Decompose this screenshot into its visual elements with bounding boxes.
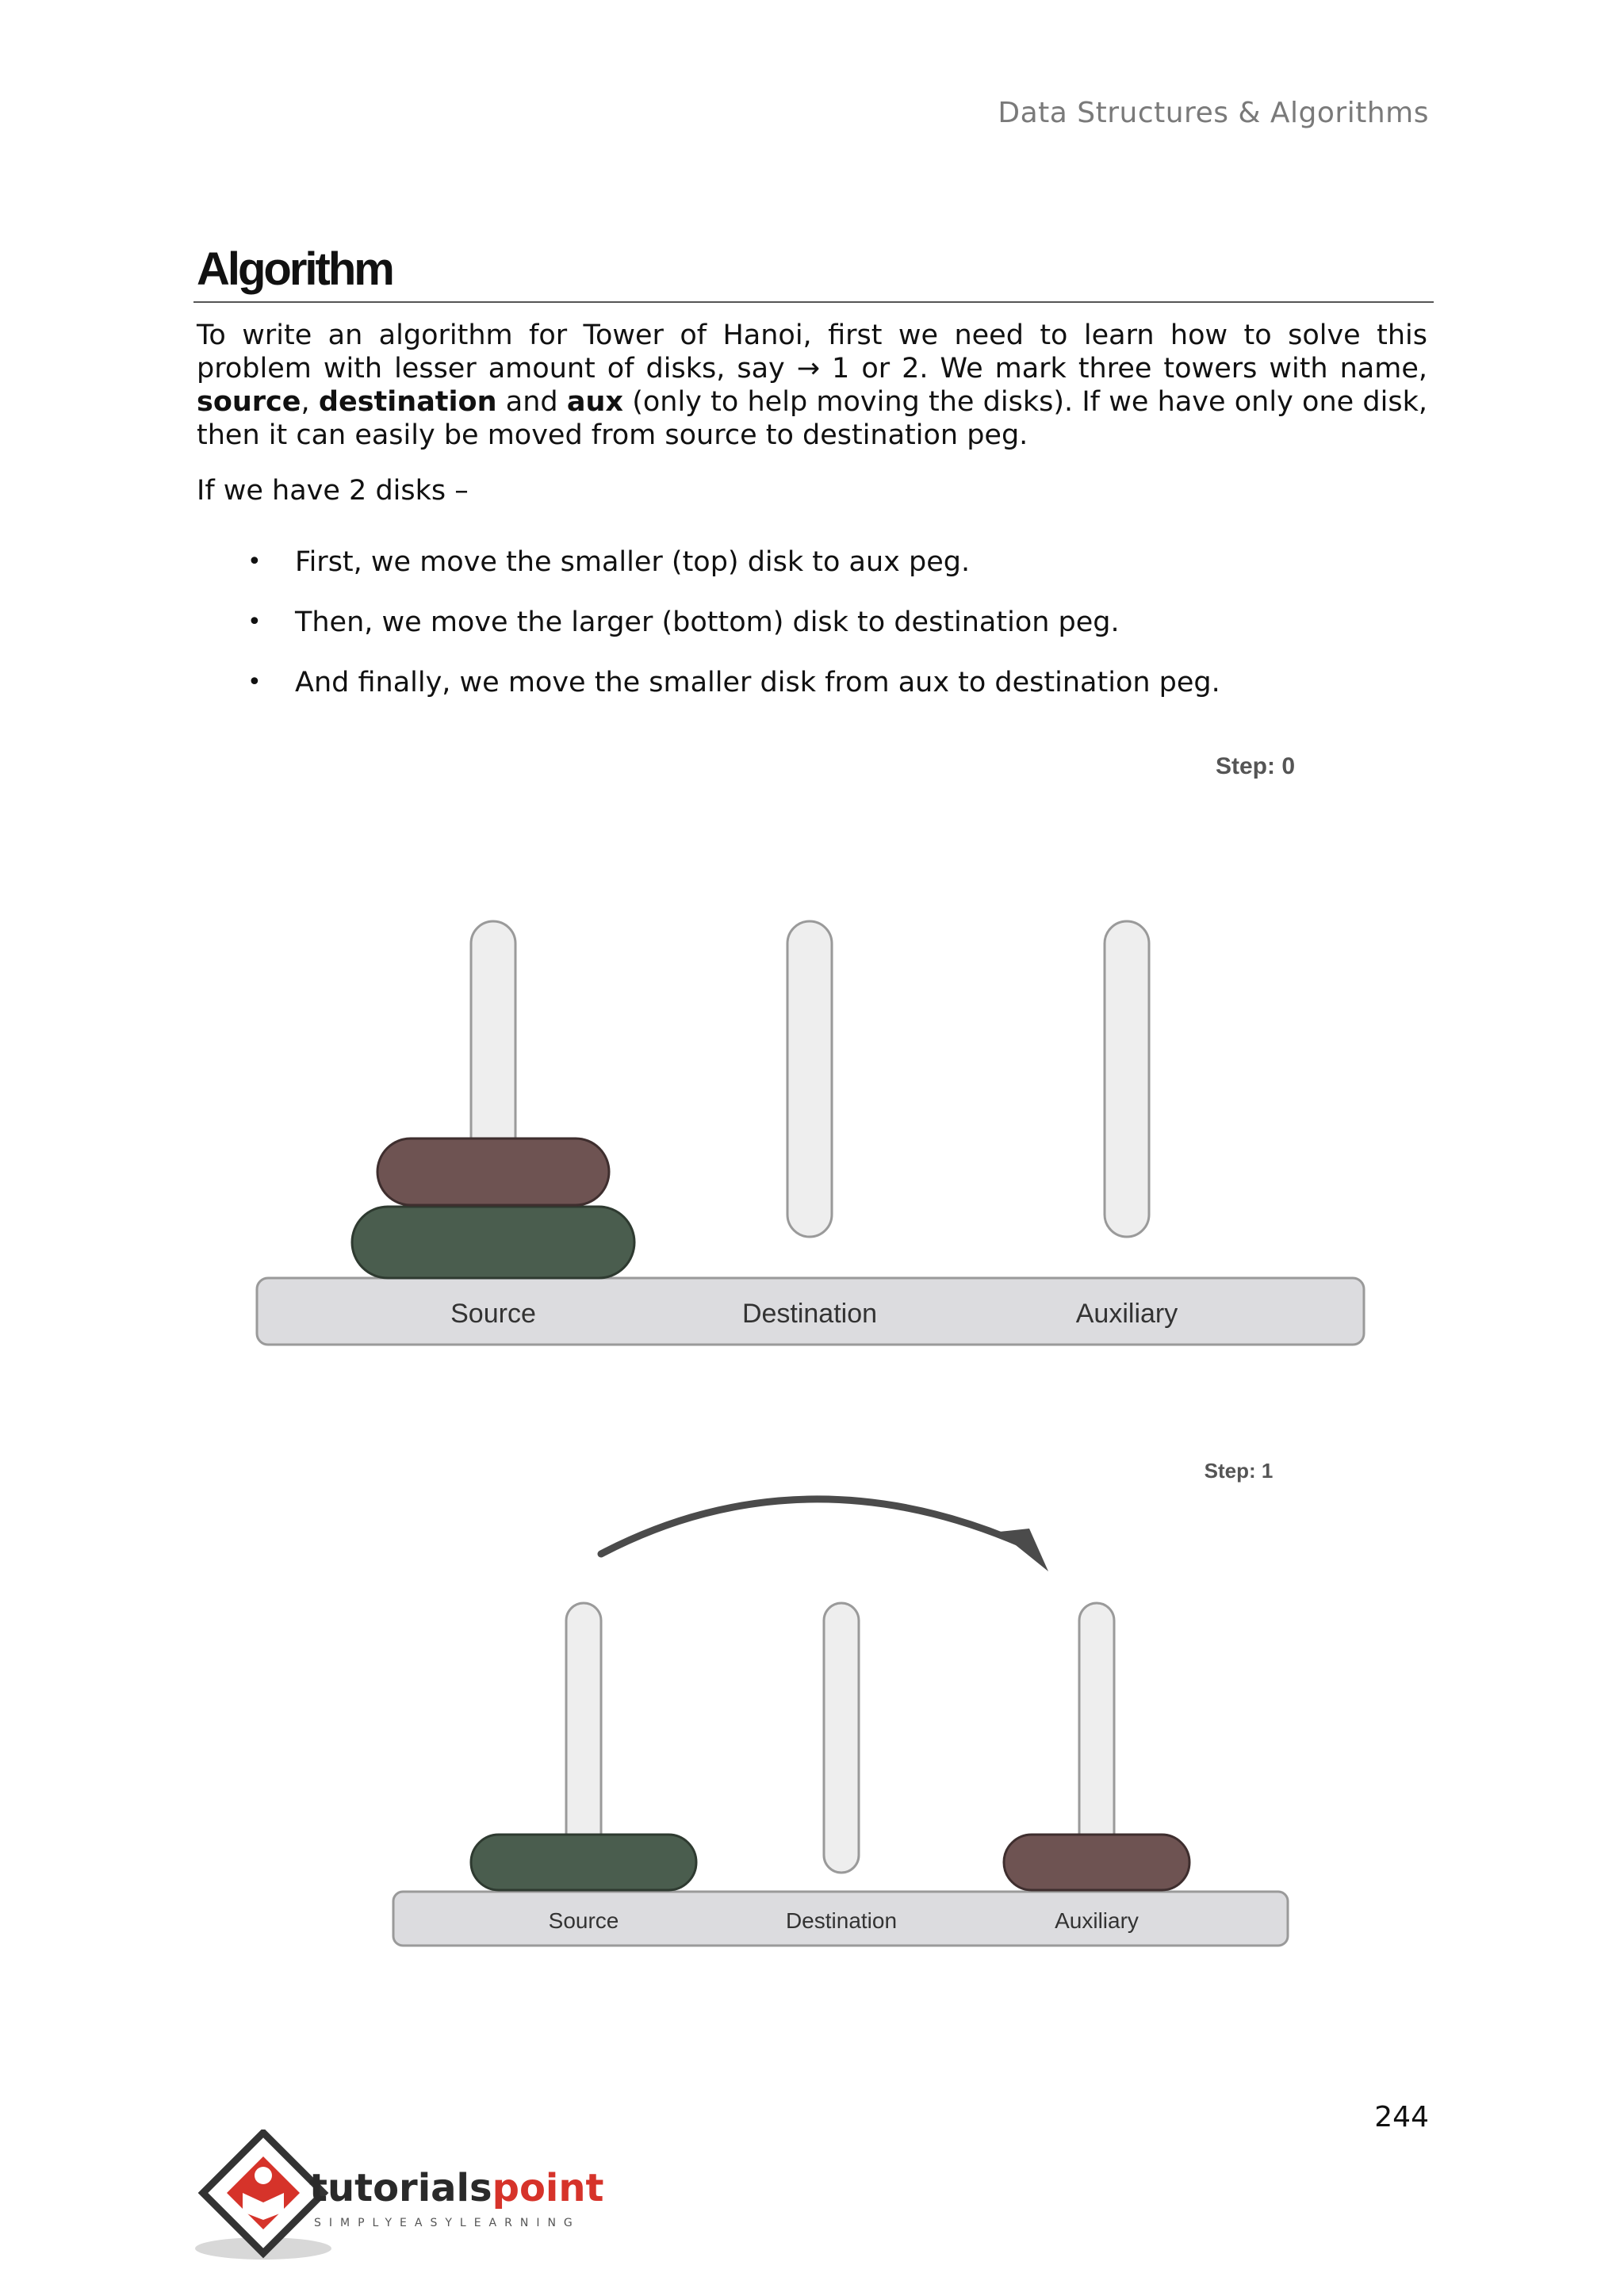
peg-label-auxiliary: Auxiliary: [1075, 1299, 1178, 1329]
peg-label-auxiliary: Auxiliary: [1055, 1908, 1139, 1933]
destination-peg: [824, 1603, 859, 1873]
logo-tagline: SIMPLYEASYLEARNING: [314, 2217, 580, 2229]
peg-label-destination: Destination: [785, 1908, 898, 1933]
small-disk: [1004, 1835, 1189, 1890]
destination-peg: [787, 921, 832, 1237]
title-underline: [193, 301, 1434, 303]
step-text: Then, we move the larger (bottom) disk to destination peg.: [295, 607, 1120, 638]
page-header: Data Structures & Algorithms: [998, 97, 1429, 129]
logo-wordmark: [309, 2166, 603, 2210]
intro-sep-2: and: [496, 386, 567, 418]
tutorialspoint-logo: [190, 2130, 634, 2264]
move-arrow-icon: [601, 1499, 1023, 1554]
intro-paragraph: [197, 319, 1427, 452]
step-label: Step: 1: [1204, 1459, 1274, 1483]
peg-label-source: Source: [548, 1908, 619, 1933]
step-item: [197, 666, 1434, 726]
bullet-icon: •: [247, 548, 262, 576]
large-disk: [471, 1835, 696, 1890]
step-item: [197, 545, 1434, 606]
bullet-icon: •: [247, 668, 262, 696]
section-title: Algorithm: [197, 243, 393, 295]
term-destination: destination: [318, 386, 497, 418]
term-source: source: [197, 386, 301, 418]
bullet-icon: •: [247, 608, 262, 636]
step-item: [197, 606, 1434, 666]
step-text: First, we move the smaller (top) disk to aux peg.: [295, 546, 971, 578]
peg-label-source: Source: [450, 1299, 536, 1329]
term-aux: aux: [566, 386, 623, 418]
small-disk: [377, 1138, 609, 1205]
intro-text-1: To write an algorithm for Tower of Hanoi, first we need to learn how to solve this problem with lesser amount of disks, say → 1 or 2. We mark three towers with name,: [197, 320, 1427, 385]
intro-text-2: (only to help moving the disks). If we have only one disk, then it can easily be moved from source to destination peg.: [197, 386, 1427, 451]
page-number: 244: [1374, 2101, 1429, 2133]
hanoi-step1-figure: [389, 1451, 1300, 1955]
step-label: Step: 0: [1215, 753, 1296, 779]
auxiliary-peg: [1079, 1603, 1114, 1873]
logo-word-accent: point: [492, 2166, 604, 2210]
step-text: And finally, we move the smaller disk from aux to destination peg.: [295, 667, 1220, 698]
two-disks-paragraph: If we have 2 disks –: [197, 475, 469, 507]
steps-list: [197, 545, 1434, 726]
source-peg: [566, 1603, 601, 1873]
hanoi-step0-figure: [252, 737, 1370, 1356]
large-disk: [352, 1207, 634, 1278]
arrow-head-icon: [999, 1529, 1048, 1571]
logo-word-dark: tutorials: [309, 2166, 492, 2210]
auxiliary-peg: [1105, 921, 1149, 1237]
intro-sep-1: ,: [301, 386, 319, 418]
logo-person-icon: [255, 2167, 272, 2184]
peg-label-destination: Destination: [741, 1299, 878, 1329]
